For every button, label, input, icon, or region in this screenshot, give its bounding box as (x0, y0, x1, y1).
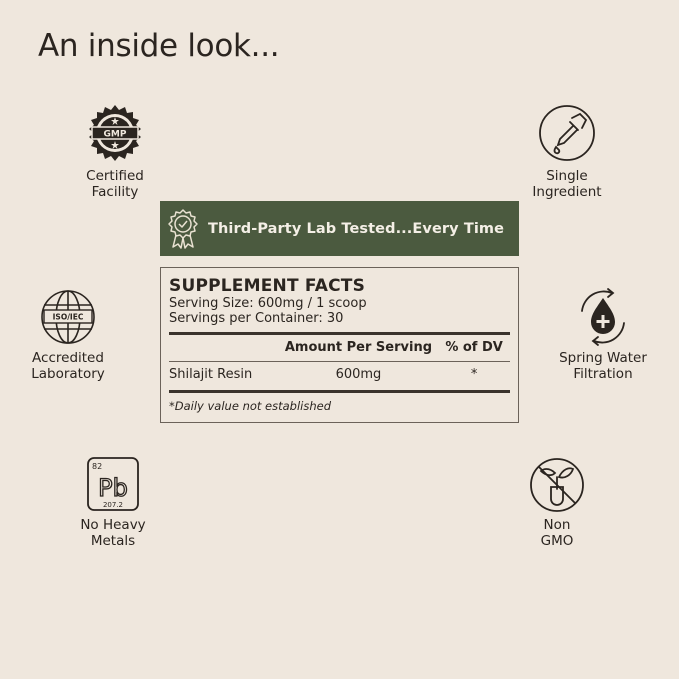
element-mass: 207.2 (102, 501, 124, 509)
feature-certified-facility (40, 102, 190, 200)
iso-badge-text: ISO/IEC (52, 312, 84, 322)
dv-header: % of DV (445, 340, 503, 355)
amount-header: Amount Per Serving (284, 340, 433, 355)
feature-single-ingredient (492, 102, 642, 200)
non-gmo-icon (527, 455, 587, 515)
dropper-icon (536, 102, 598, 164)
header-blank (169, 339, 279, 357)
facts-divider-bottom (169, 390, 510, 393)
page-title: An inside look... (38, 28, 280, 64)
feature-label-line2: Filtration (573, 366, 633, 382)
feature-non-gmo (482, 455, 632, 549)
ingredient-name: Shilajit Resin (169, 367, 253, 382)
facts-header-row (169, 335, 510, 362)
element-symbol: Pb (98, 474, 128, 502)
feature-label-line1: Accredited (32, 350, 104, 366)
facts-note: *Daily value not established (169, 399, 332, 413)
feature-label-line2: Laboratory (31, 366, 105, 382)
feature-label-line1: No Heavy (80, 517, 146, 533)
ingredient-dv: * (470, 367, 478, 382)
feature-label-line1: Single (546, 168, 588, 184)
feature-accredited-laboratory (0, 287, 143, 382)
ingredient-amount: 600mg (335, 367, 382, 382)
gmp-seal-icon (84, 102, 146, 164)
feature-spring-water (528, 287, 678, 382)
certified-badge-icon (164, 207, 202, 251)
supplement-facts-panel (160, 267, 519, 423)
feature-label-line1: Certified (86, 168, 144, 184)
lab-tested-banner (160, 201, 519, 256)
gmp-badge-text: GMP (103, 129, 127, 140)
feature-label-line2: Facility (91, 184, 139, 200)
serving-size: Serving Size: 600mg / 1 scoop (169, 296, 367, 311)
facts-heading: SUPPLEMENT FACTS (169, 276, 366, 296)
lead-element-icon (85, 455, 141, 515)
feature-label-line2: GMO (540, 533, 574, 549)
globe-icon (38, 287, 98, 347)
element-number: 82 (92, 462, 103, 471)
feature-label-line1: Non (543, 517, 571, 533)
feature-label-line2: Ingredient (532, 184, 602, 200)
banner-text: Third-Party Lab Tested...Every Time (208, 220, 505, 237)
feature-label-line2: Metals (90, 533, 136, 549)
feature-label-line1: Spring Water (559, 350, 647, 366)
servings-per-container: Servings per Container: 30 (169, 311, 344, 326)
facts-ingredient-row (169, 362, 510, 388)
feature-no-heavy-metals (38, 455, 188, 549)
water-drop-icon (572, 287, 634, 347)
